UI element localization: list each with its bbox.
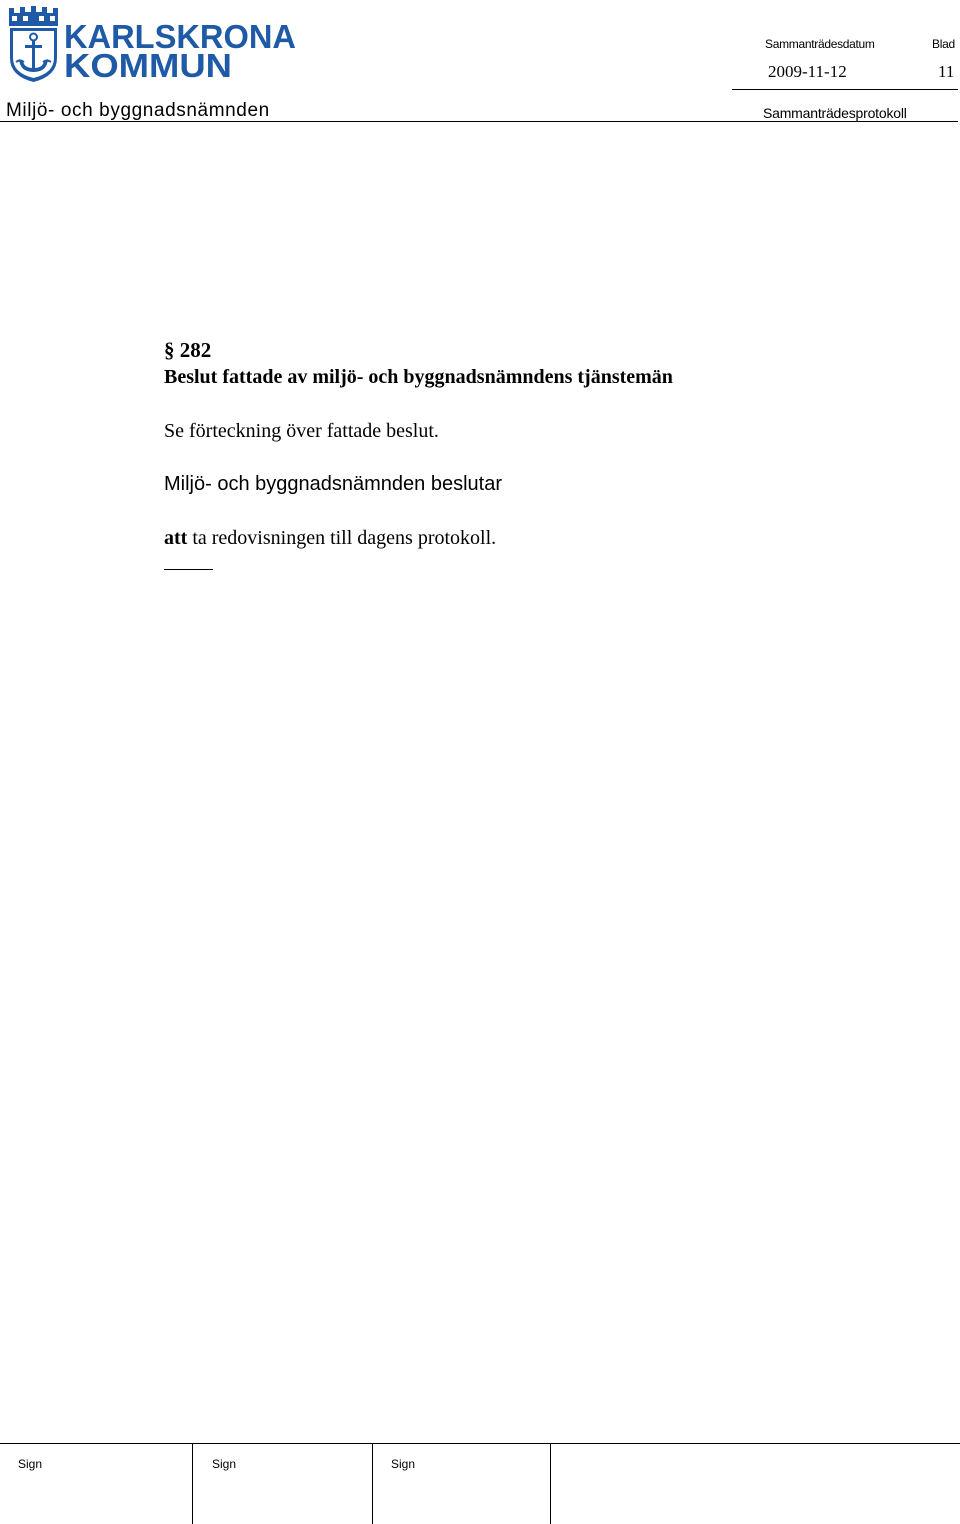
logo-text-line1: KARLSKRONA (64, 18, 296, 55)
header-divider (0, 121, 958, 122)
signature-box-divider (372, 1443, 373, 1524)
signature-label: Sign (391, 1457, 416, 1471)
paragraph-number: § 282 (164, 338, 212, 362)
karlskrona-kommun-logo (6, 4, 298, 82)
paragraph-end-rule (164, 569, 213, 570)
signature-box-divider (192, 1443, 193, 1524)
document-type: Sammanträdesprotokoll (763, 105, 907, 121)
signature-box-divider (550, 1443, 551, 1524)
meeting-date-value: 2009-11-12 (768, 62, 847, 81)
signature-label: Sign (212, 1457, 237, 1471)
paragraph-summary: Se förteckning över fattade beslut. (164, 420, 439, 442)
decision-keyword: att (164, 527, 188, 549)
decision-heading: Miljö- och byggnadsnämnden beslutar (164, 473, 502, 495)
committee-name: Miljö- och byggnadsnämnden (6, 100, 270, 121)
signature-box-border (0, 1443, 960, 1444)
paragraph-title: Beslut fattade av miljö- och byggnadsnämndens tjänstemän (164, 366, 673, 388)
coat-of-arms-icon (9, 6, 58, 82)
sheet-label: Blad (932, 37, 955, 51)
decision-text: ta redovisningen till dagens protokoll. (187, 527, 497, 549)
signature-label: Sign (18, 1457, 43, 1471)
meeting-date-label: Sammanträdesdatum (765, 37, 875, 51)
decision-statement (164, 527, 496, 550)
header-divider-short (732, 89, 958, 90)
sheet-number: 11 (938, 62, 955, 81)
logo-text-line2: KOMMUN (64, 47, 232, 82)
